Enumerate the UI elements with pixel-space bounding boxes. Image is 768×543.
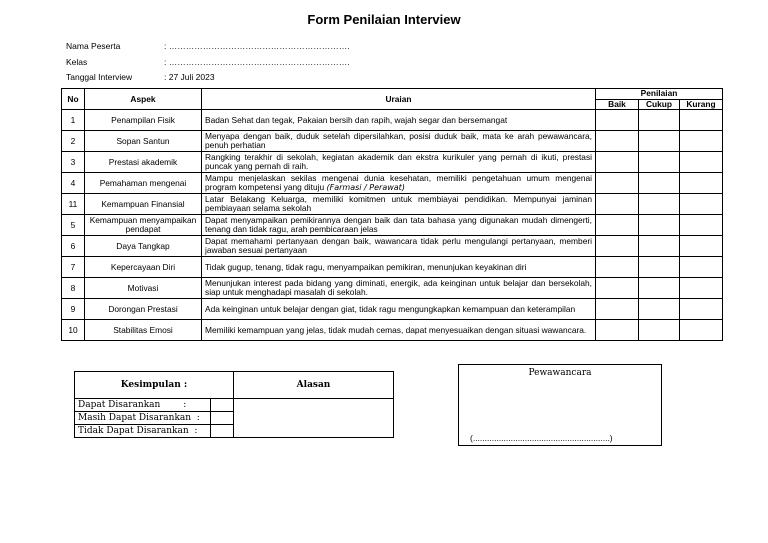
cell-uraian: Latar Belakang Keluarga, memiliki komitmen untuk membiayai pendidikan. Mempunyai jaminan pembiayaan selama sekolah [202, 194, 596, 215]
table-row [62, 257, 723, 278]
cell-kurang[interactable] [680, 152, 723, 173]
table-row [62, 152, 723, 173]
pewawancara-title: Pewawancara [528, 368, 592, 378]
cell-no: 1 [62, 110, 85, 131]
cell-uraian: Tidak gugup, tenang, tidak ragu, menyampaikan pemikiran, menunjukan keyakinan diri [202, 257, 596, 278]
cell-aspek: Motivasi [85, 278, 202, 299]
table-row [62, 299, 723, 320]
option-check-box[interactable] [211, 399, 234, 412]
meta-value: : ………………………………………………………. [164, 57, 350, 67]
cell-no: 10 [62, 320, 85, 341]
cell-baik[interactable] [596, 278, 639, 299]
cell-kurang[interactable] [680, 236, 723, 257]
cell-uraian: Menyapa dengan baik, duduk setelah dipersilahkan, posisi duduk baik, mata ke arah pewawancara, penuh perhatian [202, 131, 596, 152]
cell-no: 9 [62, 299, 85, 320]
table-row [62, 278, 723, 299]
table-row [62, 215, 723, 236]
header-aspek: Aspek [85, 89, 202, 110]
cell-kurang[interactable] [680, 320, 723, 341]
cell-kurang[interactable] [680, 215, 723, 236]
cell-aspek: Daya Tangkap [85, 236, 202, 257]
cell-cukup[interactable] [639, 131, 680, 152]
cell-baik[interactable] [596, 320, 639, 341]
cell-no: 7 [62, 257, 85, 278]
cell-baik[interactable] [596, 131, 639, 152]
cell-aspek: Kemampuan menyampaikan pendapat [85, 215, 202, 236]
cell-uraian: Menunjukan interest pada bidang yang diminati, energik, ada keinginan untuk belajar dan bersekolah, siap untuk menghadapi masalah di sekolah. [202, 278, 596, 299]
cell-cukup[interactable] [639, 278, 680, 299]
cell-cukup[interactable] [639, 257, 680, 278]
cell-uraian: Dapat menyampaikan pemikirannya dengan baik dan tata bahasa yang digunakan mudah dimengerti, tenang dan tidak ragu, arah pembicaraan jelas [202, 215, 596, 236]
cell-baik[interactable] [596, 215, 639, 236]
header-no: No [62, 89, 85, 110]
cell-baik[interactable] [596, 299, 639, 320]
cell-no: 4 [62, 173, 85, 194]
cell-cukup[interactable] [639, 320, 680, 341]
cell-baik[interactable] [596, 236, 639, 257]
cell-kurang[interactable] [680, 131, 723, 152]
cell-baik[interactable] [596, 173, 639, 194]
cell-no: 6 [62, 236, 85, 257]
alasan-cell[interactable] [234, 399, 394, 438]
header-penilaian: Penilaian [596, 89, 723, 100]
table-row [62, 320, 723, 341]
meta-label: Nama Peserta [66, 41, 121, 51]
cell-cukup[interactable] [639, 215, 680, 236]
cell-aspek: Prestasi akademik [85, 152, 202, 173]
cell-aspek: Dorongan Prestasi [85, 299, 202, 320]
option-check-box[interactable] [211, 412, 234, 425]
cell-no: 8 [62, 278, 85, 299]
cell-no: 11 [62, 194, 85, 215]
cell-uraian: Memiliki kemampuan yang jelas, tidak mudah cemas, dapat menyesuaikan dengan situasi wawancara. [202, 320, 596, 341]
table-row [62, 194, 723, 215]
pewawancara-box [458, 364, 662, 446]
header-cukup: Cukup [639, 100, 680, 110]
cell-no: 3 [62, 152, 85, 173]
page-title: Form Penilaian Interview [307, 12, 461, 27]
cell-baik[interactable] [596, 110, 639, 131]
option-masih-dapat-disarankan: Masih Dapat Disarankan : [75, 412, 211, 425]
cell-no: 5 [62, 215, 85, 236]
header-baik: Baik [596, 100, 639, 110]
option-dapat-disarankan: Dapat Disarankan : [75, 399, 211, 412]
cell-cukup[interactable] [639, 110, 680, 131]
cell-baik[interactable] [596, 257, 639, 278]
cell-uraian: Dapat memahami pertanyaan dengan baik, wawancara tidak perlu mengulangi pertanyaan, memberi jawaban sesuai pertanyaan [202, 236, 596, 257]
cell-cukup[interactable] [639, 173, 680, 194]
table-row [62, 236, 723, 257]
summary-kesimpulan-header: Kesimpulan : [75, 372, 234, 399]
uraian-text: Mampu menjelaskan sekilas mengenai dunia kesehatan, memiliki pengetahuan umum mengenai program kompetensi yang dituju [205, 173, 592, 193]
cell-aspek: Sopan Santun [85, 131, 202, 152]
cell-kurang[interactable] [680, 110, 723, 131]
meta-label: Kelas [66, 57, 88, 67]
cell-cukup[interactable] [639, 299, 680, 320]
cell-aspek: Kemampuan Finansial [85, 194, 202, 215]
cell-no: 2 [62, 131, 85, 152]
summary-alasan-header: Alasan [234, 372, 394, 399]
option-tidak-dapat-disarankan: Tidak Dapat Disarankan : [75, 425, 211, 438]
program-note: (Farmasi / Perawat) [326, 183, 405, 193]
summary-table [74, 371, 394, 438]
cell-kurang[interactable] [680, 173, 723, 194]
cell-kurang[interactable] [680, 257, 723, 278]
cell-cukup[interactable] [639, 194, 680, 215]
meta-value: : ………………………………………………………. [164, 41, 350, 51]
cell-cukup[interactable] [639, 236, 680, 257]
option-check-box[interactable] [211, 425, 234, 438]
meta-label: Tanggal Interview [66, 72, 133, 82]
cell-cukup[interactable] [639, 152, 680, 173]
table-row [62, 173, 723, 194]
table-row [62, 131, 723, 152]
cell-uraian: Rangking terakhir di sekolah, kegiatan akademik dan ekstra kurikuler yang pernah di ikuti, prestasi puncak yang pernah di raih. [202, 152, 596, 173]
cell-baik[interactable] [596, 152, 639, 173]
cell-uraian: Ada keinginan untuk belajar dengan giat, tidak ragu mengungkapkan kemampuan dan keterampilan [202, 299, 596, 320]
cell-uraian [202, 173, 596, 194]
cell-kurang[interactable] [680, 194, 723, 215]
header-uraian: Uraian [202, 89, 596, 110]
cell-uraian: Badan Sehat dan tegak, Pakaian bersih dan rapih, wajah segar dan bersemangat [202, 110, 596, 131]
cell-aspek: Stabilitas Emosi [85, 320, 202, 341]
signature-line[interactable]: (..........................................................) [470, 433, 613, 443]
header-kurang: Kurang [680, 100, 723, 110]
meta-value: : 27 Juli 2023 [164, 72, 215, 82]
cell-aspek: Kepercayaan Diri [85, 257, 202, 278]
cell-aspek: Pemahaman mengenai [85, 173, 202, 194]
cell-aspek: Penampilan Fisik [85, 110, 202, 131]
table-row [62, 110, 723, 131]
cell-baik[interactable] [596, 194, 639, 215]
assessment-table [61, 88, 723, 341]
cell-kurang[interactable] [680, 278, 723, 299]
cell-kurang[interactable] [680, 299, 723, 320]
